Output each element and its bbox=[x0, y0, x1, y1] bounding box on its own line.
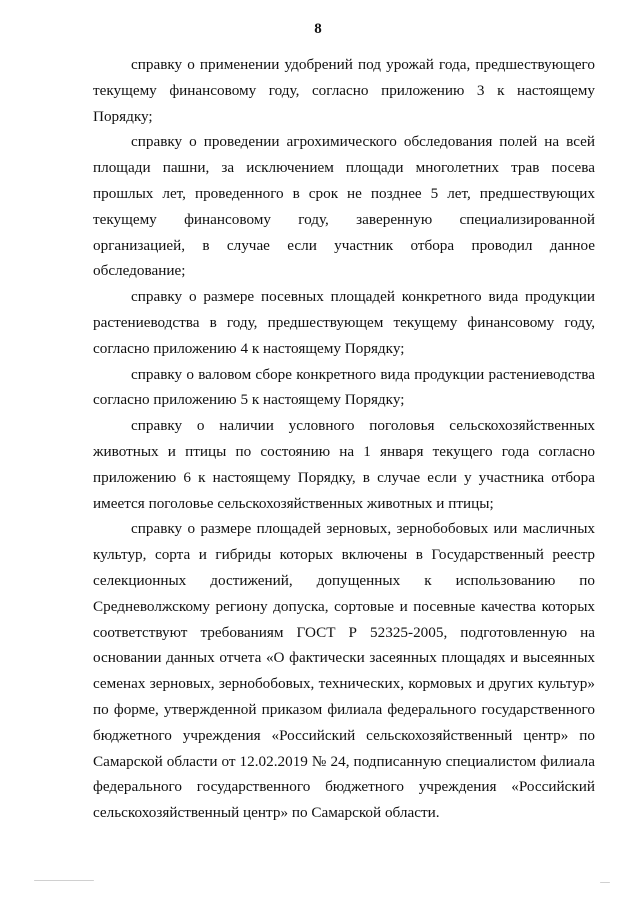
paragraph-gross-harvest: справку о валовом сборе конкретного вида продукции растениеводства согласно приложению 5 к настоящему Порядку; bbox=[93, 365, 595, 409]
document-body bbox=[93, 52, 595, 826]
page-number: 8 bbox=[314, 21, 322, 37]
paragraph-grain-crops: справку о размере площадей зерновых, зернобобовых или масличных культур, сорта и гибриды которых включены в Государственный реестр селекционных достижений, допущенных к использованию по Средневолжскому региону допуска, сортовые и посевные качества которых соответствуют требованиям ГОСТ Р 52325-2005, подготовленную на основании данных отчета «О фактически засеянных площадях и высеянных семенах зерновых, зернобобовых, технических, кормовых и других культур» по форме, утвержденной приказом филиала федерального государственного бюджетного учреждения «Российский сельскохозяйственный центр» по Самарской области от 12.02.2019 № 24, подписанную специалистом филиала федерального государственного бюджетного учреждения «Российский сельскохозяйственный центр» по Самарской области. bbox=[93, 520, 595, 822]
paragraph-agrochemical-survey: справку о проведении агрохимического обследования полей на всей площади пашни, за исключением площади многолетних трав посева прошлых лет, проведенного в срок не позднее 5 лет, предшествующих текущему финансовому году, заверенную специализированной организацией, в случае если участник отбора проводил данное обследование; bbox=[93, 133, 595, 280]
scan-artifact bbox=[600, 882, 610, 883]
scan-artifact bbox=[34, 880, 94, 881]
paragraph-fertilizer-certificate: справку о применении удобрений под урожай года, предшествующего текущему финансовому году, согласно приложению 3 к настоящему Порядку; bbox=[93, 56, 595, 125]
paragraph-sown-area: справку о размере посевных площадей конкретного вида продукции растениеводства в году, предшествующем текущему финансовому году, согласно приложению 4 к настоящему Порядку; bbox=[93, 288, 595, 357]
paragraph-livestock: справку о наличии условного поголовья сельскохозяйственных животных и птицы по состоянию на 1 января текущего года согласно приложению 6 к настоящему Порядку, в случае если у участника отбора имеется поголовье сельскохозяйственных животных и птицы; bbox=[93, 417, 595, 512]
